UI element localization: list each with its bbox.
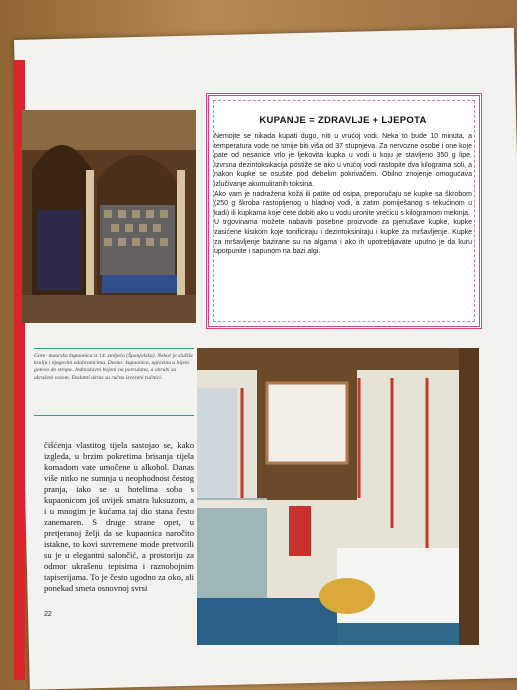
article-paragraph-2: Ako vam je nadražena koža ili patite od osipa, preporučaju se kupke sa škrobom (250 g škroba rastopljenog u hladnoj vodi, a zatim pomiješanog s tekućinom u kadi) ili kupkama koje ćete dobiti ako u vodu uronite vrećicu s kilogramom mekinja. — [214, 190, 472, 217]
article-title: KUPANJE = ZDRAVLJE + LJEPOTA — [259, 115, 427, 126]
modern-bathroom-photo — [197, 348, 479, 645]
article-paragraph-3: U trgovinama možete nabaviti posebne proizvode za pjenušave kupke, kupke zasićene kisikom koje tonificiraju i dezintoksiniraju i kupke za mršavljenje. Kupke za mršavljenje bazirane su na algama i ako ih upotrebljavate uputno je da kuru upotpunite i sapunom na bazi algi. — [214, 219, 472, 256]
body-text: čišćenja vlastitog tijela sastojao se, kako izgleda, u brzim pokretima brisanja tijela komadom vate umočene u alkohol. Danas više nitko ne sumnja u neophodnost čestog pranja, iako se u hotelima soba s kupaonicom još uvijek smatra luksuzom, a i u mnogim je kućama taj dio stana često zanemaren. S druge strane opet, u pretjeranoj želji da se kupaonica naročito istakne, to kovi suvremene mode pretvorili su je u elegantni salončić, a prostoriju za odmor ukrašenu tepisima i raznobojnim tapiserijama. To je često ugodno za oko, ali ponekad smeta osnovnoj svrsi — [44, 440, 194, 593]
photo-caption: Gore: maurska kupaonica iz 14. stoljeća (Španjolska). Nekoć je služila kralju i njegovim odabranicima. Desno: kupaonica, uglovina u bijelo gotovo do stropa. Jednostavni bojeni na porculanu, a obrubi su ukrašeni vezom. Dodatni ukras su ručno izvezeni ručnici. — [34, 353, 193, 381]
body-text-column — [44, 440, 194, 630]
page-number: 22 — [44, 611, 52, 618]
article-box — [214, 115, 472, 320]
photo-caption-box — [34, 348, 194, 416]
article-paragraph-1: Nemojte se nikada kupati dugo, niti u vrućoj vodi. Neka to bude 10 minuta, a temperatura vode ne smije biti viša od 37 stupnjeva. Za nervozne osobe i one koje pate od nesanice vrlo je ljekovita kupka u vodi u koju je stavljeno 350 g lipe. Izvrsna dezintoksikacija postiže se ako u vrućoj vodi rastopite dva kilograma soli, a nakon kupke se osušite pod debelim pokrivačem. Obilno znojenje omogućava izlučivanje akumuliranih toksina. — [214, 133, 472, 188]
moorish-bathroom-photo — [22, 110, 196, 323]
